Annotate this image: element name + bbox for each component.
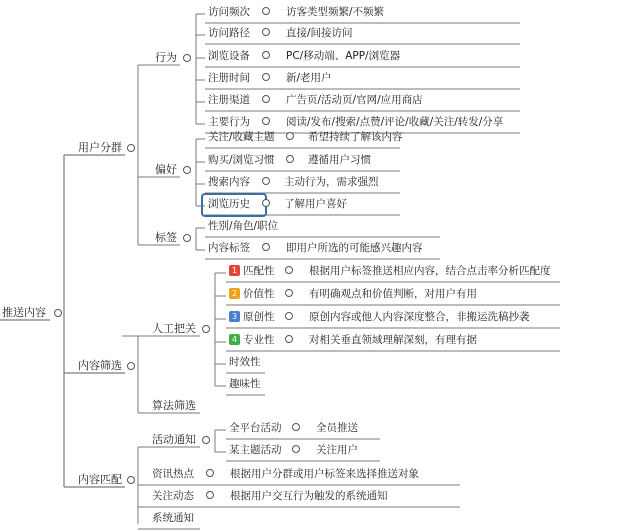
manual-item-label: 价值性 — [243, 288, 275, 300]
activity-toggle-icon[interactable] — [202, 436, 210, 444]
manual-item-label: 专业性 — [243, 334, 275, 346]
group-content-match[interactable]: 内容匹配 — [78, 473, 122, 486]
preference-item-value[interactable]: 希望持续了解该内容 — [308, 131, 403, 143]
behavior-item-toggle-icon[interactable] — [262, 117, 270, 125]
manual-review-toggle-icon[interactable] — [202, 325, 210, 333]
behavior-item-toggle-icon[interactable] — [262, 51, 270, 59]
manual-item-toggle-icon[interactable] — [285, 312, 293, 320]
behavior-item-key[interactable]: 注册时间 — [208, 72, 250, 84]
manual-item-label: 匹配性 — [243, 265, 275, 277]
preference-item-value[interactable]: 了解用户喜好 — [284, 198, 347, 210]
content-match-item-value[interactable]: 根据用户交互行为触发的系统通知 — [230, 490, 388, 502]
behavior-item-toggle-icon[interactable] — [262, 95, 270, 103]
tags-item-value[interactable]: 即用户所选的可能感兴趣内容 — [286, 242, 423, 254]
tags-item-key[interactable]: 性别/角色/职位 — [208, 220, 279, 232]
content-match-item-toggle-icon[interactable] — [206, 469, 214, 477]
behavior-item-toggle-icon[interactable] — [262, 73, 270, 81]
tags-item-toggle-icon[interactable] — [262, 243, 270, 251]
activity-item-toggle-icon[interactable] — [292, 423, 300, 431]
preference-item-toggle-icon[interactable] — [262, 199, 270, 207]
manual-item-key[interactable] — [229, 355, 261, 369]
branch-manual-review[interactable]: 人工把关 — [152, 322, 196, 335]
behavior-item-key[interactable]: 主要行为 — [208, 116, 250, 128]
behavior-item-value[interactable]: 直接/间接访问 — [286, 27, 353, 39]
behavior-item-toggle-icon[interactable] — [262, 7, 270, 15]
content-match-item-toggle-icon[interactable] — [206, 491, 214, 499]
user-segment-toggle-icon[interactable] — [127, 144, 135, 152]
behavior-item-value[interactable]: 新/老用户 — [286, 72, 332, 84]
tags-item-key[interactable]: 内容标签 — [208, 242, 250, 254]
manual-item-key[interactable] — [229, 333, 275, 347]
manual-item-value[interactable]: 有明确观点和价值判断，对用户有用 — [309, 288, 477, 300]
content-match-toggle-icon[interactable] — [127, 476, 135, 484]
manual-item-toggle-icon[interactable] — [285, 266, 293, 274]
branch-behavior[interactable]: 行为 — [155, 51, 177, 64]
behavior-item-key[interactable]: 注册渠道 — [208, 94, 250, 106]
manual-item-key[interactable] — [229, 287, 275, 301]
branch-tags[interactable]: 标签 — [155, 231, 177, 244]
behavior-item-value[interactable]: PC/移动端、APP/浏览器 — [286, 50, 401, 62]
tags-toggle-icon[interactable] — [183, 234, 191, 242]
behavior-item-value[interactable]: 广告页/活动页/官网/应用商店 — [286, 94, 423, 106]
behavior-item-toggle-icon[interactable] — [262, 28, 270, 36]
preference-item-key[interactable]: 搜索内容 — [208, 176, 250, 188]
behavior-item-key[interactable]: 访问路径 — [208, 27, 250, 39]
preference-item-key[interactable]: 购买/浏览习惯 — [208, 154, 275, 166]
manual-item-value[interactable]: 原创内容或他人内容深度整合，非搬运洗稿抄袭 — [309, 311, 530, 323]
activity-item-toggle-icon[interactable] — [292, 445, 300, 453]
preference-item-toggle-icon[interactable] — [286, 132, 294, 140]
manual-item-value[interactable]: 根据用户标签推送相应内容，结合点击率分析匹配度 — [309, 265, 551, 277]
content-filter-toggle-icon[interactable] — [127, 362, 135, 370]
number-badge-icon: 2 — [229, 288, 240, 299]
activity-item-key[interactable]: 全平台活动 — [229, 422, 282, 434]
behavior-item-key[interactable]: 浏览设备 — [208, 50, 250, 62]
preference-item-key[interactable]: 关注/收藏主题 — [208, 131, 275, 143]
manual-item-label: 时效性 — [229, 356, 261, 368]
preference-item-value[interactable]: 遵循用户习惯 — [308, 154, 371, 166]
manual-item-key[interactable] — [229, 377, 261, 391]
manual-item-toggle-icon[interactable] — [285, 289, 293, 297]
content-match-item-key[interactable]: 关注动态 — [152, 490, 194, 502]
branch-preference[interactable]: 偏好 — [155, 163, 177, 176]
content-match-item-value[interactable]: 根据用户分群或用户标签来选择推送对象 — [230, 468, 419, 480]
preference-item-key[interactable]: 浏览历史 — [208, 198, 250, 210]
manual-item-key[interactable] — [229, 310, 275, 324]
root-toggle-icon[interactable] — [54, 309, 62, 317]
activity-item-value[interactable]: 全员推送 — [316, 422, 358, 434]
behavior-item-key[interactable]: 访问频次 — [208, 6, 250, 18]
preference-item-toggle-icon[interactable] — [286, 155, 294, 163]
branch-activity-notice[interactable]: 活动通知 — [152, 433, 196, 446]
preference-toggle-icon[interactable] — [183, 166, 191, 174]
root-node[interactable]: 推送内容 — [2, 306, 46, 319]
manual-item-toggle-icon[interactable] — [285, 335, 293, 343]
manual-item-label: 原创性 — [243, 311, 275, 323]
manual-item-value[interactable]: 对相关垂直领域理解深刻，有理有据 — [309, 334, 477, 346]
group-content-filter[interactable]: 内容筛选 — [78, 359, 122, 372]
manual-item-label: 趣味性 — [229, 378, 261, 390]
preference-item-value[interactable]: 主动行为，需求强烈 — [284, 176, 379, 188]
content-match-item-key[interactable]: 资讯热点 — [152, 468, 194, 480]
number-badge-icon: 1 — [229, 265, 240, 276]
branch-algorithm-filter[interactable]: 算法筛选 — [152, 399, 196, 412]
group-user-segment[interactable]: 用户分群 — [78, 141, 122, 154]
behavior-toggle-icon[interactable] — [183, 54, 191, 62]
behavior-item-value[interactable]: 阅读/发布/搜索/点赞/评论/收藏/关注/转发/分享 — [286, 116, 504, 128]
content-match-item-key[interactable]: 系统通知 — [152, 512, 194, 524]
number-badge-icon: 4 — [229, 334, 240, 345]
number-badge-icon: 3 — [229, 311, 240, 322]
manual-item-key[interactable] — [229, 264, 275, 278]
behavior-item-value[interactable]: 访客类型频繁/不频繁 — [286, 6, 385, 18]
activity-item-key[interactable]: 某主题活动 — [229, 444, 282, 456]
preference-item-toggle-icon[interactable] — [262, 177, 270, 185]
activity-item-value[interactable]: 关注用户 — [316, 444, 358, 456]
